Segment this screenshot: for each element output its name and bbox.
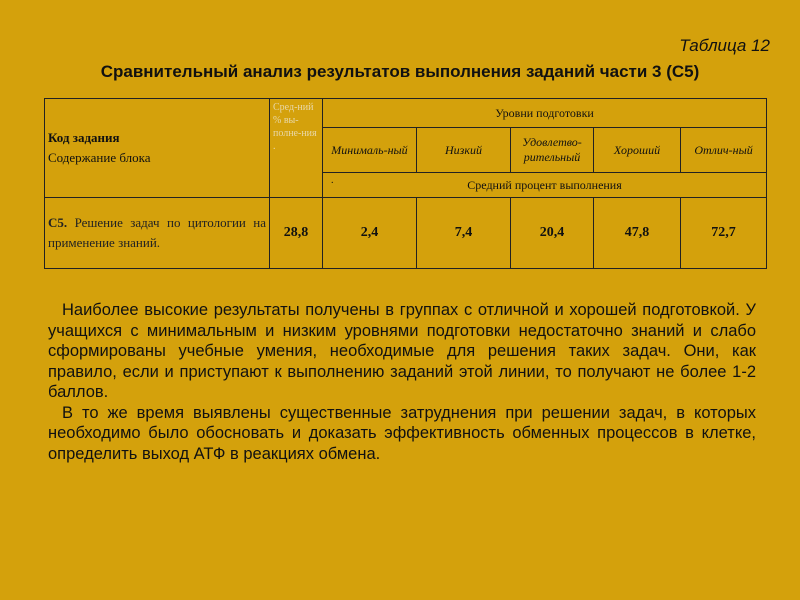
avg-header: Сред-ний % вы-полне-ния .	[270, 99, 323, 198]
task-cell	[45, 198, 270, 269]
avg-value: 28,8	[270, 198, 323, 269]
paragraph-2: В то же время выявлены существенные затруднения при решении задач, в которых необходимо было обосновать и доказать эффективность обменных процессов в клетке, определить выход АТФ в реакциях обмена.	[48, 403, 756, 463]
value-excellent: 72,7	[681, 198, 767, 269]
results-table	[44, 98, 767, 269]
code-label: Код задания	[48, 130, 120, 145]
level-satisfactory: Удовлетво-рительный	[511, 128, 594, 173]
table-row	[45, 198, 767, 269]
table-caption: Таблица 12	[679, 36, 770, 55]
value-minimal: 2,4	[323, 198, 417, 269]
value-good: 47,8	[594, 198, 681, 269]
paragraph-1: Наиболее высокие результаты получены в группах с отличной и хорошей подготовкой. У учащихся с минимальным и низким уровнями подготовки недостаточно знаний и слабо сформированы учебные умения, необходимые для решения таких задач. Они, как правило, если и приступают к выполнению заданий этой линии, то получают не более 1-2 баллов.	[48, 301, 756, 401]
block-label: Содержание блока	[48, 150, 151, 165]
level-good: Хороший	[594, 128, 681, 173]
pct-header	[323, 173, 767, 198]
task-description: Решение задач по цитологии на применение знаний.	[48, 215, 266, 250]
level-low: Низкий	[417, 128, 511, 173]
task-code: С5.	[48, 215, 68, 230]
page-title: Сравнительный анализ результатов выполнения заданий части 3 (С5)	[100, 62, 700, 81]
pct-header-mark: .	[331, 175, 334, 186]
value-low: 7,4	[417, 198, 511, 269]
level-minimal: Минималь-ный	[323, 128, 417, 173]
levels-header: Уровни подготовки	[323, 99, 767, 128]
pct-header-label: Средний процент выполнения	[467, 177, 622, 192]
value-satisfactory: 20,4	[511, 198, 594, 269]
body-text	[48, 300, 756, 464]
code-header-cell	[45, 99, 270, 198]
level-excellent: Отлич-ный	[681, 128, 767, 173]
